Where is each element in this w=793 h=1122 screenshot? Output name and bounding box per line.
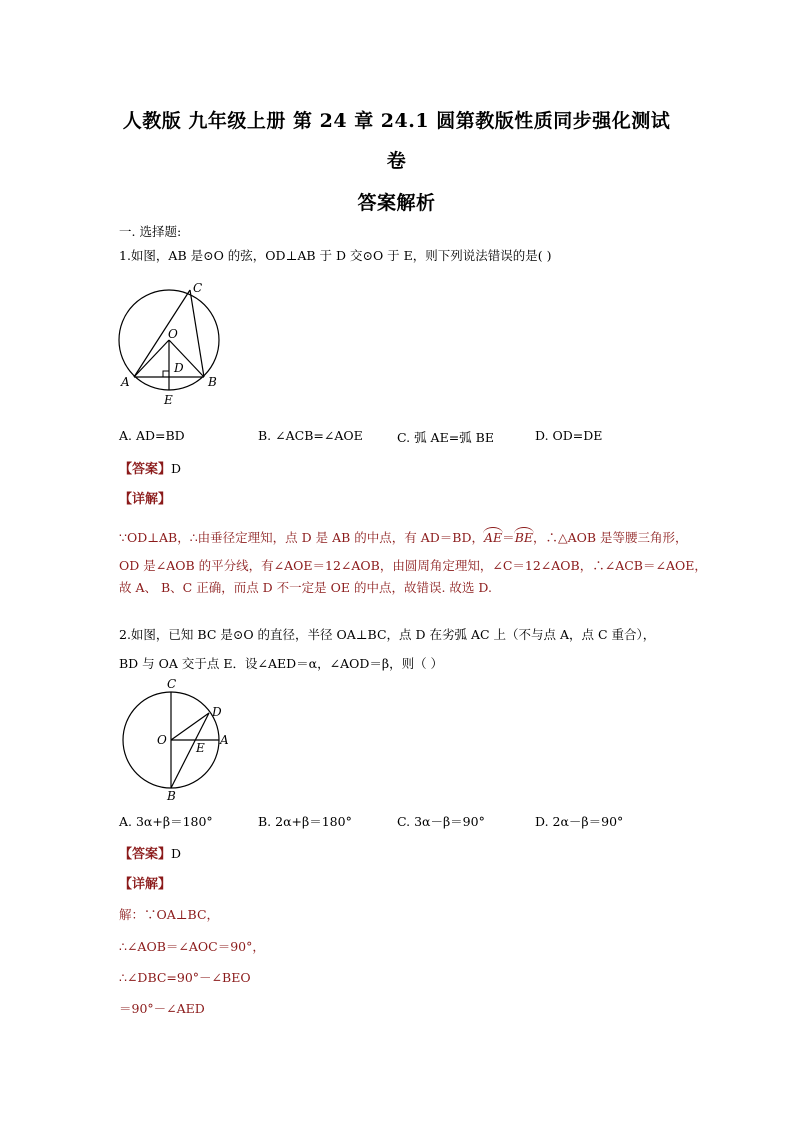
q1-arc-ae: AE [484,530,503,545]
q2-label-c: C [167,677,177,691]
q2-segment-od [171,713,209,740]
q1-label-e: E [164,393,173,407]
section-heading: 一. 选择题: [119,224,182,239]
q2-answer [119,843,181,862]
q2-stem-line2: BD 与 OA 交于点 E．设∠AED＝α，∠AOD＝β，则（ ） [119,656,444,671]
q1-option-b: B. ∠ACB=∠AOE [258,428,363,443]
q2-answer-tag: 【答案】 [119,847,172,862]
q2-option-a: A. 3α+β＝180° [119,814,213,829]
q1-answer-value: D [171,461,182,476]
q1-stem: 1.如图，AB 是⊙O 的弦，OD⊥AB 于 D 交⊙O 于 E，则下列说法错误的是( ) [119,248,552,263]
q1-detail-line1-b: ，∴△AOB 是等腰三角形， [533,530,688,545]
q1-label-o: O [168,327,178,341]
q1-option-c: C. 弧 AE=弧 BE [397,430,494,445]
q1-right-angle-mark [163,371,169,377]
q2-answer-value: D [171,846,182,861]
q1-detail-line3: 故 A、 B、C 正确，而点 D 不一定是 OE 的中点，故错误. 故选 D. [119,580,492,595]
q2-option-d: D. 2α－β＝90° [535,814,624,829]
q2-option-c: C. 3α－β＝90° [397,814,485,829]
q1-label-a: A [121,375,130,389]
q2-solution-line2: ∴∠AOB＝∠AOC＝90°， [119,939,265,954]
q1-circle-figure [112,276,232,411]
q1-option-a: A. AD=BD [119,428,185,443]
q1-label-c: C [193,281,203,295]
q1-detail-line1-a: ∵OD⊥AB，∴由垂径定理知，点 D 是 AB 的中点，有 AD＝BD， [119,530,485,545]
document-title-line1: 人教版 九年级上册 第 24 章 24.1 圆第教版性质同步强化测试 [122,110,671,132]
q2-label-d: D [212,705,222,719]
q2-option-b: B. 2α+β＝180° [258,814,352,829]
document-title-line2: 卷 [386,150,407,172]
q2-solution-line3: ∴∠DBC=90°－∠BEO [119,970,251,985]
q1-detail-line1 [119,528,688,546]
document-subtitle: 答案解析 [357,192,436,214]
q2-solution-line1: 解：∵OA⊥BC， [119,907,220,922]
q1-option-d: D. OD=DE [535,428,603,443]
q2-label-a: A [220,733,229,747]
q2-label-e: E [196,741,205,755]
q2-detail-tag: 【详解】 [119,877,172,892]
q2-solution-line4: ＝90°－∠AED [119,1001,205,1016]
q2-stem-line1: 2.如图，已知 BC 是⊙O 的直径，半径 OA⊥BC，点 D 在劣弧 AC 上（不与点 A，点 C 重合）， [119,627,656,642]
q1-arc-be: BE [514,530,533,545]
q2-label-b: B [167,789,176,803]
q1-detail-line2: OD 是∠AOB 的平分线，有∠AOE＝12∠AOB，由圆周角定理知，∠C＝12∠AOB，∴∠ACB＝∠AOE， [119,558,707,573]
q1-label-b: B [208,375,217,389]
q1-label-d: D [174,361,184,375]
q2-label-o: O [157,733,167,747]
q2-circle-figure [112,676,242,804]
q1-detail-equals: ＝ [502,530,515,545]
q1-answer-tag: 【答案】 [119,462,172,477]
q1-answer [119,458,181,477]
q1-detail-tag: 【详解】 [119,492,172,507]
